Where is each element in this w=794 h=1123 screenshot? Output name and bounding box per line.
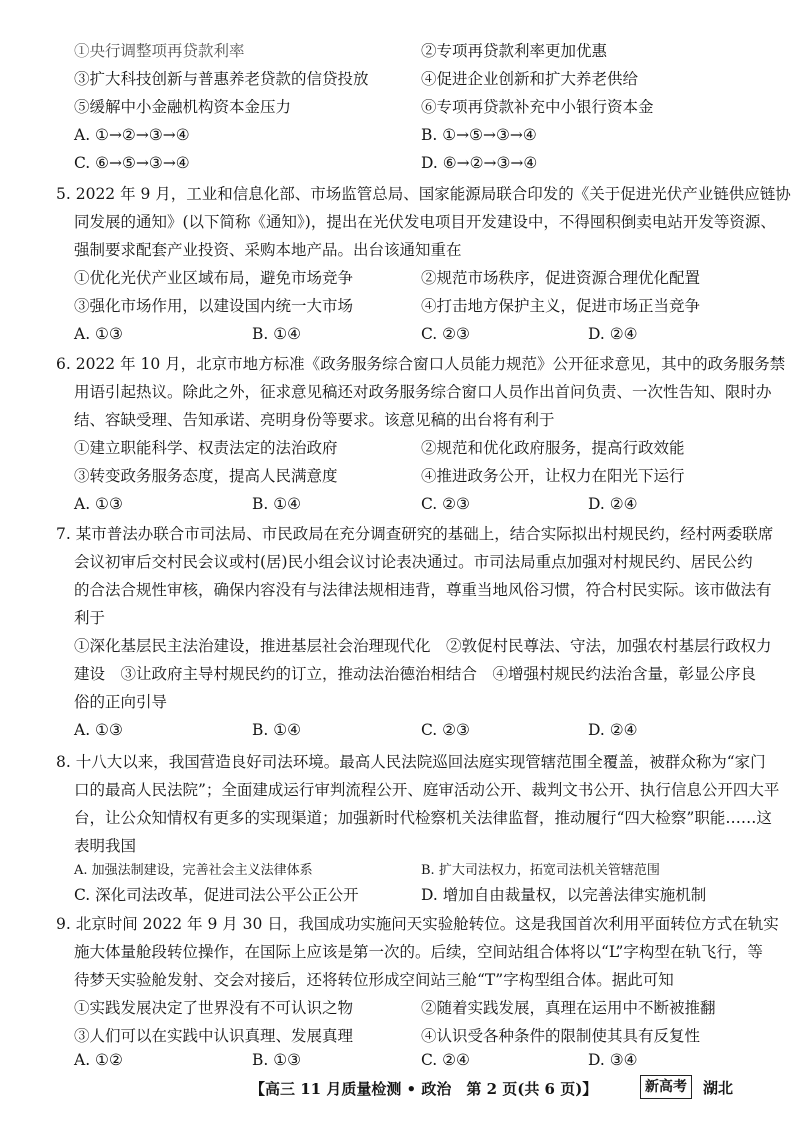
answer-choice-b: B. ①④	[252, 325, 302, 343]
answer-choice-b: B. 扩大司法权力，拓宽司法机关管辖范围	[421, 863, 660, 878]
question-9-text: 待梦天实验舱发射、交会对接后，还将转位形成空间站三舱“T”字构型组合体。据此可知	[74, 971, 674, 989]
answer-choice-c: C. 深化司法改革，促进司法公平公正公开	[74, 886, 359, 904]
answer-choice-c: C. ②③	[421, 495, 470, 513]
answer-choice-d: D. ②④	[588, 495, 638, 513]
question-6-text: 用语引起热议。除此之外，征求意见稿还对政务服务综合窗口人员作出首问负责、一次性告知、限时办	[74, 383, 772, 401]
question-7-text: 会议初审后交村民会议或村(居)民小组会议讨论表决通过。市司法局重点加强对村规民约、居民公约	[74, 553, 753, 571]
answer-choice-a: A. ①③	[74, 721, 123, 739]
answer-choice-b: B. ①③	[252, 1051, 302, 1069]
question-7-text: 的合法合规性审核，确保内容没有与法律法规相违背，尊重当地风俗习惯，符合村民实际。该市做法有	[74, 581, 772, 599]
option-line: ①建立职能科学、权责法定的法治政府	[74, 439, 338, 457]
option-line: ①央行调整项再贷款利率	[74, 42, 245, 60]
answer-choice-d: D. ⑥→②→③→④	[421, 154, 538, 172]
question-5-text: 同发展的通知》(以下简称《通知》)，提出在光伏发电项目开发建设中，不得囤积倒卖电站开发等资源、	[74, 213, 776, 231]
question-5-text: 强制要求配套产业投资、采购本地产品。出台该通知重在	[74, 241, 462, 259]
question-8-text: 台，让公众知情权有更多的实现渠道；加强新时代检察机关法律监督，推动履行“四大检察”职能……这	[74, 809, 772, 827]
question-8-text: 8. 十八大以来，我国营造良好司法环境。最高人民法院巡回法庭实现管辖范围全覆盖，被群众称为“家门	[56, 753, 766, 771]
option-line: ④推进政务公开，让权力在阳光下运行	[421, 467, 685, 485]
option-line: ②随着实践发展，真理在运用中不断被推翻	[421, 999, 716, 1017]
exam-type-badge: 新高考	[640, 1075, 692, 1099]
option-line: ①实践发展决定了世界没有不可认识之物	[74, 999, 354, 1017]
option-line: ②规范和优化政府服务，提高行政效能	[421, 439, 685, 457]
answer-choice-c: C. ②④	[421, 1051, 470, 1069]
option-line: ⑥专项再贷款补充中小银行资本金	[421, 98, 654, 116]
answer-choice-d: D. ②④	[588, 325, 638, 343]
question-9-text: 9. 北京时间 2022 年 9 月 30 日，我国成功实施问天实验舱转位。这是我国首次利用平面转位方式在轨实	[56, 915, 779, 933]
question-5-text: 5. 2022 年 9 月，工业和信息化部、市场监管总局、国家能源局联合印发的《关于促进光伏产业链供应链协	[56, 185, 791, 203]
answer-choice-c: C. ②③	[421, 721, 470, 739]
answer-choice-c: C. ⑥→⑤→③→④	[74, 154, 190, 172]
option-line: ④认识受各种条件的限制使其具有反复性	[421, 1027, 701, 1045]
option-line: 建设 ③让政府主导村规民约的订立，推动法治德治相结合 ④增强村规民约法治含量，彰显公序良	[74, 665, 757, 683]
option-line: 俗的正向引导	[74, 693, 168, 711]
answer-choice-b: B. ①→⑤→③→④	[421, 126, 537, 144]
answer-choice-d: D. 增加自由裁量权，以完善法律实施机制	[421, 886, 707, 904]
question-7-text: 利于	[74, 609, 106, 627]
answer-choice-d: D. ②④	[588, 721, 638, 739]
question-6-text: 结、容缺受理、告知承诺、亮明身份等要求。该意见稿的出台将有利于	[74, 411, 555, 429]
page-footer: 【高三 11 月质量检测 • 政治 第 2 页(共 6 页)】	[250, 1080, 598, 1098]
answer-choice-a: A. ①③	[74, 325, 123, 343]
question-7-text: 7. 某市普法办联合市司法局、市民政局在充分调查研究的基础上，结合实际拟出村规民约，经村两委联席	[56, 525, 774, 543]
option-line: ④打击地方保护主义，促进市场正当竞争	[421, 297, 701, 315]
answer-choice-a: A. 加强法制建设，完善社会主义法律体系	[74, 863, 313, 878]
option-line: ⑤缓解中小金融机构资本金压力	[74, 98, 292, 116]
option-line: ④促进企业创新和扩大养老供给	[421, 70, 639, 88]
option-line: ③人们可以在实践中认识真理、发展真理	[74, 1027, 354, 1045]
option-line: ②专项再贷款利率更加优惠	[421, 42, 608, 60]
question-9-text: 施大体量舱段转位操作，在国际上应该是第一次的。后续，空间站组合体将以“L”字构型在轨飞行，等	[74, 943, 763, 961]
answer-choice-a: A. ①③	[74, 495, 123, 513]
option-line: ③扩大科技创新与普惠养老贷款的信贷投放	[74, 70, 369, 88]
answer-choice-b: B. ①④	[252, 721, 302, 739]
option-line: ③转变政务服务态度，提高人民满意度	[74, 467, 338, 485]
answer-choice-a: A. ①②	[74, 1051, 123, 1069]
region-label: 湖北	[703, 1079, 734, 1097]
question-6-text: 6. 2022 年 10 月，北京市地方标准《政务服务综合窗口人员能力规范》公开征求意见，其中的政务服务禁	[56, 355, 786, 373]
answer-choice-d: D. ③④	[588, 1051, 638, 1069]
answer-choice-a: A. ①→②→③→④	[74, 126, 190, 144]
answer-choice-c: C. ②③	[421, 325, 470, 343]
option-line: ①优化光伏产业区域布局，避免市场竞争	[74, 269, 354, 287]
question-8-text: 口的最高人民法院”；全面建成运行审判流程公开、庭审活动公开、裁判文书公开、执行信息公开四大平	[74, 781, 780, 799]
option-line: ③强化市场作用，以建设国内统一大市场	[74, 297, 354, 315]
option-line: ①深化基层民主法治建设，推进基层社会治理现代化 ②敦促村民尊法、守法，加强农村基层行政权力	[74, 637, 772, 655]
answer-choice-b: B. ①④	[252, 495, 302, 513]
option-line: ②规范市场秩序，促进资源合理优化配置	[421, 269, 701, 287]
question-8-text: 表明我国	[74, 837, 137, 855]
